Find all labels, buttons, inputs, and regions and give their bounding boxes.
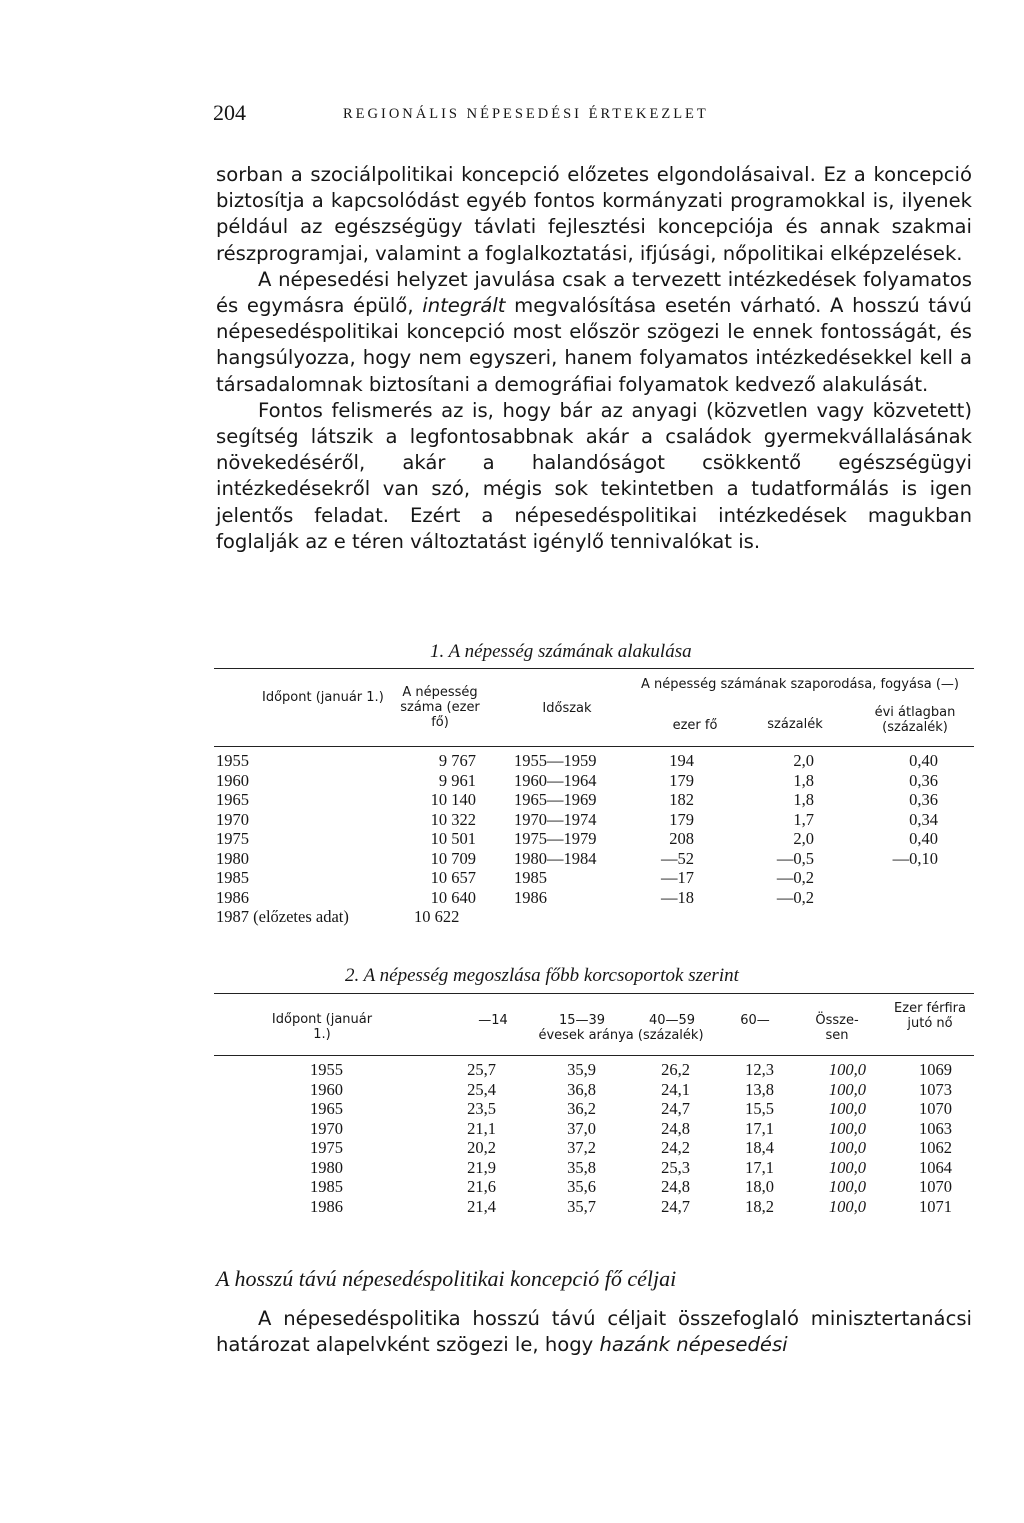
table-cell: 100,0 [828, 1157, 866, 1177]
table-cell: 2,0 [793, 751, 814, 770]
table-cell: 35,9 [567, 1060, 596, 1079]
table-cell: —0,2 [776, 887, 814, 907]
table-cell: 13,8 [745, 1079, 774, 1099]
table-cell: 1975 [310, 1138, 343, 1157]
table-cell: 1985 [514, 868, 547, 887]
table-cell: 36,2 [567, 1099, 596, 1118]
table-cell [866, 888, 938, 908]
table2-col-total [800, 1060, 866, 1216]
table-cell: 1073 [919, 1079, 952, 1099]
table-cell: 182 [669, 790, 694, 809]
table-cell: 1970 [310, 1118, 343, 1138]
table1-header-annual: évi átlagban (százalék) [874, 705, 956, 735]
table-cell: 1970 [216, 809, 249, 829]
table-cell: 10 657 [430, 868, 476, 887]
table-cell: 9 767 [438, 751, 476, 770]
table-cell: 9 961 [438, 770, 476, 790]
table-cell: 18,2 [745, 1196, 774, 1216]
table-cell: 1986 [310, 1196, 343, 1216]
table-cell: 1955—1959 [514, 751, 597, 770]
table-cell: —52 [661, 848, 694, 868]
table-cell [746, 907, 814, 927]
table-cell: 1071 [919, 1196, 952, 1216]
table-cell: 0,40 [909, 751, 938, 770]
table2-header-shares: évesek aránya (százalék) [538, 1028, 704, 1043]
table1-col-period [514, 751, 597, 927]
table2-caption: 2. A népesség megoszlása főbb korcsoportok szerint [345, 965, 739, 986]
table-cell: —18 [661, 887, 694, 907]
table-cell: 36,8 [567, 1079, 596, 1099]
table-cell: 35,8 [567, 1157, 596, 1177]
table-cell: 1955 [310, 1060, 343, 1079]
table2-col-age-40-59 [634, 1060, 690, 1216]
table2-header-age-40-59: 40—59 [648, 1013, 696, 1028]
table-cell: 25,3 [661, 1157, 690, 1177]
section-heading: A hosszú távú népesedéspolitikai koncepció fő céljai [216, 1266, 677, 1291]
table-cell: 23,5 [467, 1099, 496, 1118]
table-cell: 1965 [216, 790, 249, 809]
table-cell: 1070 [919, 1099, 952, 1118]
table-cell: 35,7 [567, 1196, 596, 1216]
table2-header-total: Össze- sen [815, 1013, 859, 1043]
table-cell: 100,0 [828, 1079, 866, 1099]
table2-header-rule [214, 1055, 974, 1056]
table1-col-percent [746, 751, 814, 927]
running-head: REGIONÁLIS NÉPESEDÉSI ÉRTEKEZLET [343, 106, 709, 122]
table-cell: 0,40 [909, 829, 938, 848]
table-cell: 21,9 [467, 1157, 496, 1177]
table-cell: 25,4 [467, 1079, 496, 1099]
table-cell: 24,7 [661, 1099, 690, 1118]
table-cell [630, 907, 694, 927]
table-cell: 17,1 [745, 1118, 774, 1138]
table-cell: 35,6 [567, 1177, 596, 1196]
table-cell: 179 [669, 770, 694, 790]
table2-header-age-0-14: —14 [478, 1013, 508, 1028]
table1-col-population [400, 751, 476, 927]
table2-col-age-0-14 [440, 1060, 496, 1216]
table2-col-age-15-39 [540, 1060, 596, 1216]
table-cell [866, 868, 938, 888]
table-cell: 100,0 [828, 1099, 866, 1118]
emphasis-hazank: hazánk népesedési [599, 1333, 788, 1357]
table1-col-year [216, 751, 349, 927]
table-cell: 1985 [216, 868, 249, 887]
table1-header-period: Időszak [542, 701, 592, 716]
table-cell: 1975 [216, 829, 249, 848]
table2-header-date: Időpont (január 1.) [271, 1012, 373, 1042]
table2-top-rule [214, 993, 974, 994]
body-text [216, 162, 972, 555]
page-number: 204 [213, 100, 246, 125]
table-cell: 1960—1964 [514, 770, 597, 790]
table-cell: 37,2 [567, 1138, 596, 1157]
table-cell: 0,34 [909, 809, 938, 829]
paragraph-1: sorban a szociálpolitikai koncepció előzetes elgondolásaival. Ez a koncepció biztosítja a kapcsolódást egyéb fontos kormányzati programokkal is, ilyenek például az egészségügy távlati fejlesztési koncepciója és annak szakmai részprogramjai, valamint a foglalkoztatási, ifjúsági, nőpolitikai elképzelések. [216, 163, 972, 265]
table-cell: 1980 [216, 848, 249, 868]
table-cell: 12,3 [745, 1060, 774, 1079]
table1-header-change: A népesség számának szaporodása, fogyása (—) [641, 677, 959, 692]
table-cell: 21,1 [467, 1118, 496, 1138]
table-cell: —17 [661, 868, 694, 887]
table1-top-rule [214, 668, 974, 669]
table1-header-date: Időpont (január 1.) [262, 690, 384, 705]
table-cell [866, 907, 938, 927]
table-cell: 37,0 [567, 1118, 596, 1138]
table1-header-population: A népesség száma (ezer fő) [400, 685, 480, 730]
table-cell: 0,36 [909, 790, 938, 809]
table-cell: —0,5 [776, 848, 814, 868]
table-cell: 1980—1984 [514, 848, 597, 868]
table-cell: 1,8 [793, 790, 814, 809]
table-cell: 10 322 [430, 809, 476, 829]
table-cell: 1,7 [793, 809, 814, 829]
table1-header-rule [214, 746, 974, 747]
table2-col-women [890, 1060, 952, 1216]
table1-col-annual [866, 751, 938, 927]
table-cell: 1960 [310, 1079, 343, 1099]
table-cell: 1986 [514, 887, 547, 907]
table-cell: 0,36 [909, 770, 938, 790]
table-cell: 1960 [216, 770, 249, 790]
table-cell: 1069 [919, 1060, 952, 1079]
table-cell: 10 640 [430, 887, 476, 907]
table-cell: —0,2 [776, 868, 814, 887]
table-cell: 10 501 [430, 829, 476, 848]
table-cell: 1070 [919, 1177, 952, 1196]
table-cell: 24,7 [661, 1196, 690, 1216]
table-cell: 24,8 [661, 1118, 690, 1138]
table-cell: 100,0 [828, 1196, 866, 1216]
table1-col-thousand [630, 751, 694, 927]
table2-header-women: Ezer férfira jutó nő [894, 1001, 966, 1031]
table-cell: 1,8 [793, 770, 814, 790]
table-cell: 1062 [919, 1138, 952, 1157]
table-cell: 208 [669, 829, 694, 848]
table-cell: 179 [669, 809, 694, 829]
table-cell: 1980 [310, 1157, 343, 1177]
table-cell [514, 907, 597, 927]
table-cell: 1975—1979 [514, 829, 597, 848]
table-cell: 21,4 [467, 1196, 496, 1216]
table-cell: 1064 [919, 1157, 952, 1177]
table-cell: 100,0 [828, 1118, 866, 1138]
table1-header-percent: százalék [767, 717, 823, 732]
table-cell: 10 622 [414, 907, 460, 926]
table-cell: 100,0 [828, 1138, 866, 1157]
table-cell: 1970—1974 [514, 809, 597, 829]
table-cell: 26,2 [661, 1060, 690, 1079]
paragraph-4: A népesedéspolitika hosszú távú céljait összefoglaló minisztertanácsi határozat alapelvként szögezi le, hogy hazánk népesedési [216, 1307, 972, 1357]
table-cell: 1985 [310, 1177, 343, 1196]
table2-col-age-60 [718, 1060, 774, 1216]
table-cell: 2,0 [793, 829, 814, 848]
table-cell: 24,1 [661, 1079, 690, 1099]
table-cell: 194 [669, 751, 694, 770]
table2-col-year [310, 1060, 343, 1216]
table2-header-age-15-39: 15—39 [558, 1013, 606, 1028]
table1-header-thousand: ezer fő [672, 718, 718, 733]
table-cell: 25,7 [467, 1060, 496, 1079]
table-cell: 100,0 [828, 1177, 866, 1196]
table-cell: 17,1 [745, 1157, 774, 1177]
table-cell: 1955 [216, 751, 249, 770]
table-cell: 18,4 [745, 1138, 774, 1157]
table-cell: 10 709 [430, 848, 476, 868]
table-cell: 1965—1969 [514, 790, 597, 809]
table-cell: 24,8 [661, 1177, 690, 1196]
table-cell: 18,0 [745, 1177, 774, 1196]
table-cell: 15,5 [745, 1099, 774, 1118]
emphasis-integralt: integrált [422, 294, 506, 318]
table-cell: 1063 [919, 1118, 952, 1138]
paragraph-3: Fontos felismerés az is, hogy bár az anyagi (közvetlen vagy közvetett) segítség látszik a legfontosabbnak akár a családok gyermekvállalásának növekedéséről, akár a halandóságot csökkentő egészségügyi intézkedésekről van szó, mégis sok tekintetben a tudatformálás is igen jelentős feladat. Ezért a népesedéspolitikai intézkedések magukban foglalják az e téren változtatást igénylő tennivalókat is. [216, 398, 972, 553]
table-cell: 10 140 [430, 790, 476, 809]
table-cell: 20,2 [467, 1138, 496, 1157]
table-cell: 1965 [310, 1099, 343, 1118]
table-cell: —0,10 [892, 848, 938, 868]
table-cell: 1986 [216, 887, 249, 907]
table-cell: 21,6 [467, 1177, 496, 1196]
table2-header-age-60: 60— [740, 1013, 770, 1028]
table-cell: 24,2 [661, 1138, 690, 1157]
table-cell: 1987 (előzetes adat) [216, 907, 349, 926]
table1-caption: 1. A népesség számának alakulása [430, 641, 692, 662]
section-paragraph [216, 1306, 972, 1358]
table-cell: 100,0 [828, 1060, 866, 1079]
paragraph-2: A népesedési helyzet javulása csak a tervezett intézkedések folyamatos és egymásra épülő, integrált megvalósítása esetén várható. A hosszú távú népesedéspolitikai koncepció most először szögezi le ennek fontosságát, és hangsúlyozza, hogy nem egyszeri, hanem folyamatos intézkedésekkel kell a társadalomnak biztosítani a demográfiai folyamatok kedvező alakulását. [216, 267, 972, 396]
